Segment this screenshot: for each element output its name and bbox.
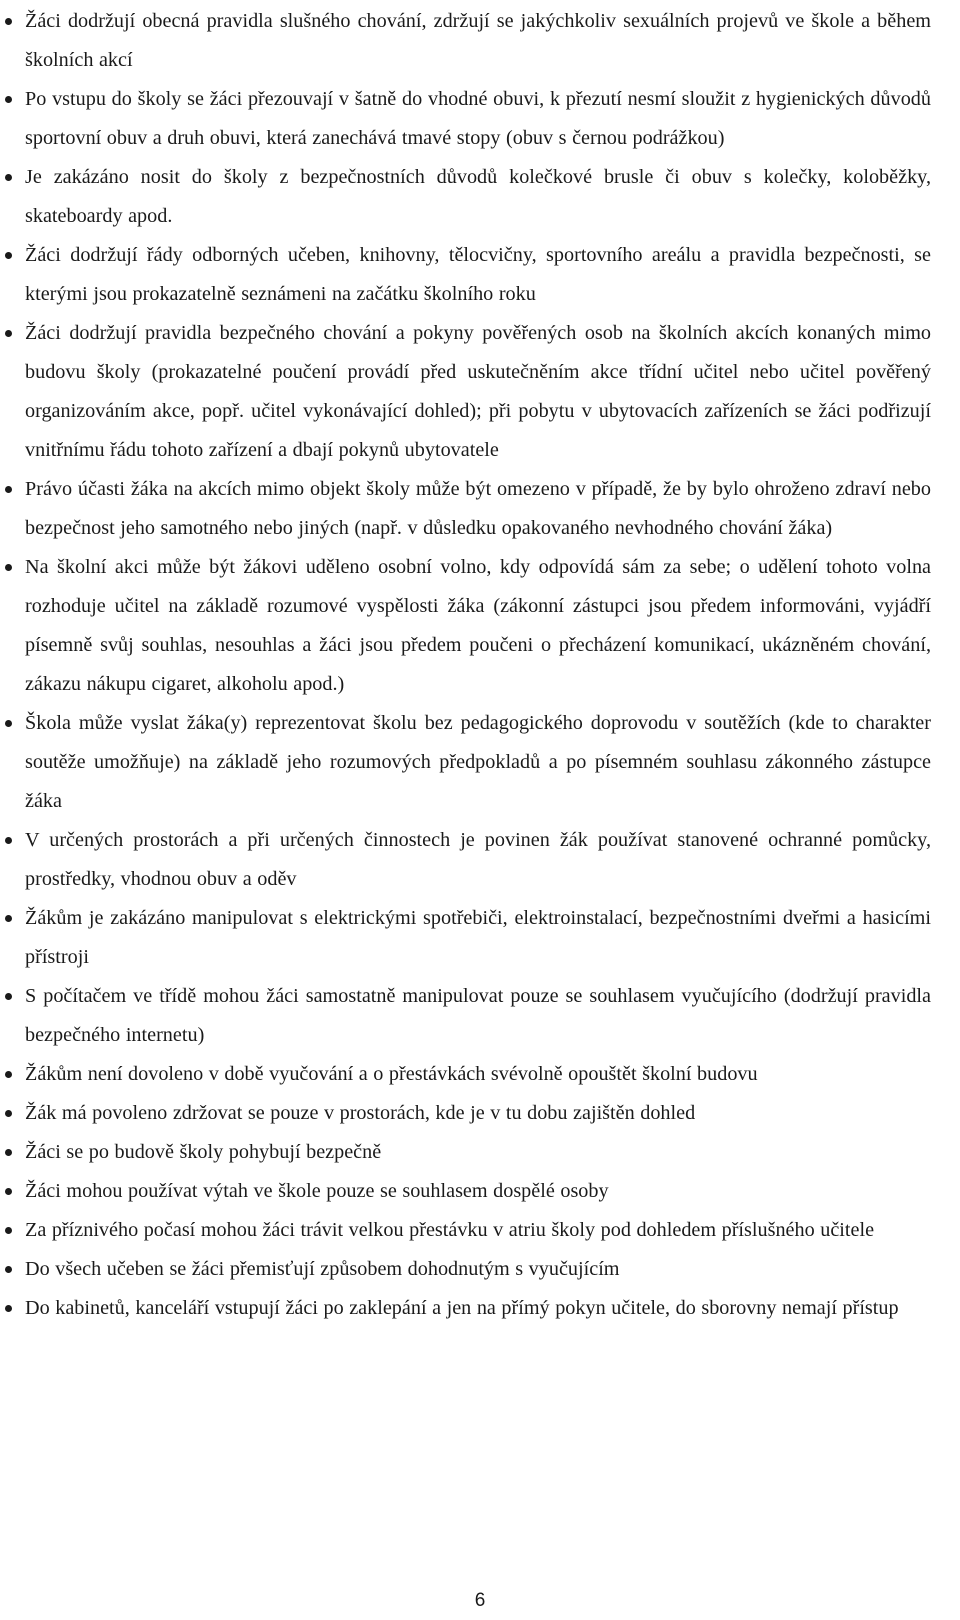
list-item-text: Žáci dodržují řády odborných učeben, knihovny, tělocvičny, sportovního areálu a pravidla bezpečnosti, se kterými jsou prokazatelně seznámeni na začátku školního roku — [25, 244, 931, 305]
list-item — [25, 1172, 931, 1211]
page-number: 6 — [474, 1590, 486, 1611]
list-item — [25, 470, 931, 548]
list-item — [25, 548, 931, 704]
list-item — [25, 821, 931, 899]
list-item-text: Žákům není dovoleno v době vyučování a o přestávkách svévolně opouštět školní budovu — [25, 1063, 758, 1085]
bullet-icon — [5, 837, 12, 844]
list-item-text: Žákům je zakázáno manipulovat s elektrickými spotřebiči, elektroinstalací, bezpečnostními dveřmi a hasicími přístroji — [25, 907, 931, 968]
list-item — [25, 314, 931, 470]
bullet-icon — [5, 18, 12, 25]
list-item-text: Žáci se po budově školy pohybují bezpečně — [25, 1141, 382, 1163]
bullet-icon — [5, 1266, 12, 1273]
bullet-icon — [5, 720, 12, 727]
bullet-icon — [5, 1305, 12, 1312]
bullet-icon — [5, 1071, 12, 1078]
list-item — [25, 704, 931, 821]
list-item — [25, 1250, 931, 1289]
list-item-text: Do kabinetů, kanceláří vstupují žáci po zaklepání a jen na přímý pokyn učitele, do sborovny nemají přístup — [25, 1297, 899, 1319]
list-item-text: Do všech učeben se žáci přemisťují způsobem dohodnutým s vyučujícím — [25, 1258, 620, 1280]
list-item-text: Právo účasti žáka na akcích mimo objekt školy může být omezeno v případě, že by bylo ohroženo zdraví nebo bezpečnost jeho samotného nebo jiných (např. v důsledku opakovaného nevhodného chování žáka) — [25, 478, 931, 539]
bullet-icon — [5, 486, 12, 493]
bullet-icon — [5, 330, 12, 337]
bullet-icon — [5, 174, 12, 181]
bullet-icon — [5, 252, 12, 259]
list-item — [25, 1289, 931, 1328]
list-item — [25, 2, 931, 80]
rules-list — [25, 2, 931, 1328]
bullet-icon — [5, 1110, 12, 1117]
bullet-icon — [5, 1149, 12, 1156]
list-item-text: Žák má povoleno zdržovat se pouze v prostorách, kde je v tu dobu zajištěn dohled — [25, 1102, 696, 1124]
list-item — [25, 80, 931, 158]
list-item-text: V určených prostorách a při určených činnostech je povinen žák používat stanovené ochranné pomůcky, prostředky, vhodnou obuv a oděv — [25, 829, 931, 890]
list-item — [25, 1211, 931, 1250]
list-item — [25, 1094, 931, 1133]
list-item-text: Škola může vyslat žáka(y) reprezentovat školu bez pedagogického doprovodu v soutěžích (kde to charakter soutěže umožňuje) na základě jeho rozumových předpokladů a po písemném souhlasu zákonného zástupce žáka — [25, 712, 931, 812]
list-item-text: S počítačem ve třídě mohou žáci samostatně manipulovat pouze se souhlasem vyučujícího (dodržují pravidla bezpečného internetu) — [25, 985, 931, 1046]
bullet-icon — [5, 96, 12, 103]
bullet-icon — [5, 993, 12, 1000]
bullet-icon — [5, 564, 12, 571]
list-item-text: Žáci dodržují obecná pravidla slušného chování, zdržují se jakýchkoliv sexuálních projevů ve škole a během školních akcí — [25, 10, 931, 71]
bullet-icon — [5, 1188, 12, 1195]
list-item-text: Na školní akci může být žákovi uděleno osobní volno, kdy odpovídá sám za sebe; o udělení tohoto volna rozhoduje učitel na základě rozumové vyspělosti žáka (zákonní zástupci jsou předem informováni, vyjádří písemně svůj souhlas, nesouhlas a žáci jsou předem poučeni o přecházení komunikací, ukázněném chování, zákazu nákupu cigaret, alkoholu apod.) — [25, 556, 931, 695]
bullet-icon — [5, 1227, 12, 1234]
list-item — [25, 158, 931, 236]
bullet-icon — [5, 915, 12, 922]
list-item — [25, 977, 931, 1055]
list-item-text: Žáci mohou používat výtah ve škole pouze se souhlasem dospělé osoby — [25, 1180, 609, 1202]
list-item — [25, 236, 931, 314]
list-item-text: Za příznivého počasí mohou žáci trávit velkou přestávku v atriu školy pod dohledem příslušného učitele — [25, 1219, 875, 1241]
list-item-text: Po vstupu do školy se žáci přezouvají v šatně do vhodné obuvi, k přezutí nesmí sloužit z hygienických důvodů sportovní obuv a druh obuvi, která zanechává tmavé stopy (obuv s černou podrážkou) — [25, 88, 931, 149]
list-item — [25, 1133, 931, 1172]
list-item-text: Žáci dodržují pravidla bezpečného chování a pokyny pověřených osob na školních akcích konaných mimo budovu školy (prokazatelné poučení provádí před uskutečněním akce třídní učitel nebo učitel pověřený organizováním akce, popř. učitel vykonávající dohled); při pobytu v ubytovacích zařízeních se žáci podřizují vnitřnímu řádu tohoto zařízení a dbají pokynů ubytovatele — [25, 322, 931, 461]
list-item — [25, 1055, 931, 1094]
list-item — [25, 899, 931, 977]
list-item-text: Je zakázáno nosit do školy z bezpečnostních důvodů kolečkové brusle či obuv s kolečky, koloběžky, skateboardy apod. — [25, 166, 931, 227]
